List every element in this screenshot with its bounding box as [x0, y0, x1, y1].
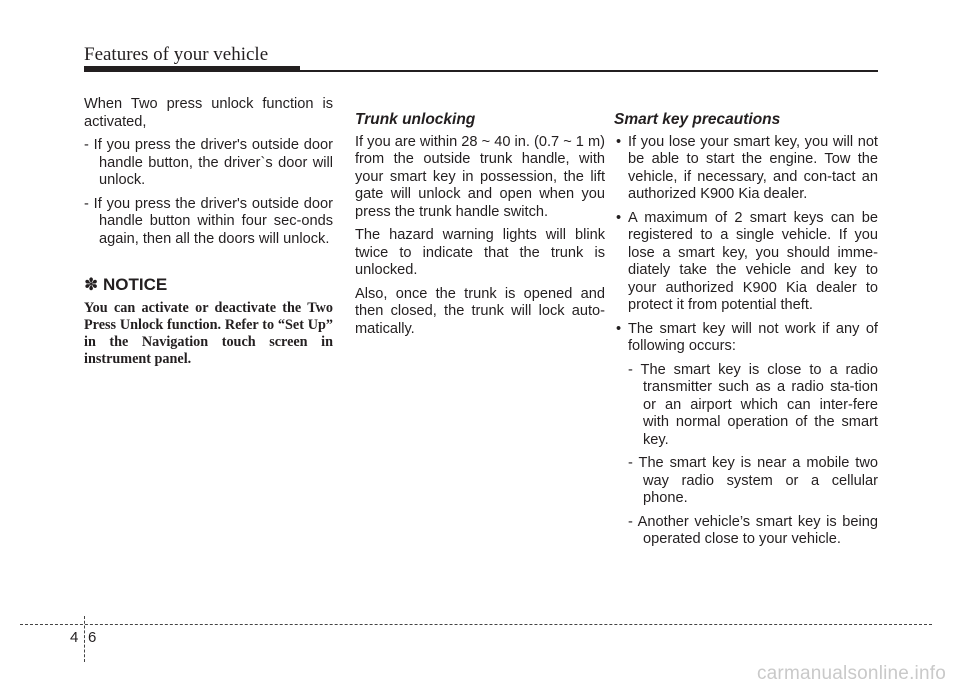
bullet-item: [614, 210, 878, 315]
paragraph: If you are within 28 ~ 40 in. (0.7 ~ 1 m) from the outside trunk handle, with your smart key in possession, the lift gate will unlock and open when you press the trunk handle switch.: [355, 133, 605, 220]
paragraph: Also, once the trunk is opened and then closed, the trunk will lock auto-matically.: [355, 285, 605, 337]
bullet-text: A maximum of 2 smart keys can be registered to a single vehicle. If you lose a smart key, you should imme-diately take the vehicle and key to your authorized K900 Kia dealer to protect it from potential theft.: [628, 209, 878, 313]
bullet-text: If you lose your smart key, you will not be able to start the engine. Tow the vehicle, if necessary, and con-tact an authorized K900 Kia dealer.: [628, 133, 878, 202]
bullet-icon: •: [616, 133, 622, 150]
sub-list-item: - The smart key is near a mobile two way radio system or a cellular phone.: [628, 455, 878, 506]
sub-list-item: - Another vehicle’s smart key is being operated close to your vehicle.: [628, 513, 878, 547]
chapter-number: 4: [70, 629, 79, 646]
notice-symbol-icon: ✽: [84, 275, 99, 294]
page-number: 6: [88, 629, 97, 646]
section-title-trunk-unlocking: Trunk unlocking: [355, 111, 476, 128]
notice-body: You can activate or deactivate the Two Press Unlock function. Refer to “Set Up” in the Navigation touch screen in instrument panel.: [84, 299, 333, 367]
bullet-icon: •: [616, 209, 622, 226]
list-item: - If you press the driver's outside door handle button, the driver`s door will unlock.: [84, 137, 333, 188]
column-two-press-unlock: [84, 96, 333, 368]
column-trunk-unlocking: [355, 111, 605, 344]
footer-dashed-rule: [20, 624, 932, 625]
sub-list-item: - The smart key is close to a radio transmitter such as a radio sta-tion or an airport which can inter-fere with normal operation of the smart key.: [628, 361, 878, 448]
page-header-title: Features of your vehicle: [84, 44, 269, 65]
intro-text: When Two press unlock function is activated,: [84, 96, 333, 130]
header-rule-thick: [84, 66, 300, 72]
section-title-smart-key-precautions: Smart key precautions: [614, 111, 781, 128]
paragraph: The hazard warning lights will blink twice to indicate that the trunk is unlocked.: [355, 227, 605, 278]
watermark-text: carmanualsonline.info: [756, 663, 946, 684]
notice-heading: [84, 276, 333, 294]
list-item: - If you press the driver's outside door handle button within four sec-onds again, then all the doors will unlock.: [84, 195, 333, 247]
bullet-icon: •: [616, 320, 622, 337]
bullet-item: [614, 134, 878, 204]
footer-page-divider: [84, 616, 85, 662]
bullet-text: The smart key will not work if any of following occurs:: [628, 320, 878, 354]
bullet-item: [614, 321, 878, 356]
header-rule-thin: [300, 70, 878, 72]
column-smart-key-precautions: [614, 111, 878, 555]
notice-title: NOTICE: [102, 275, 168, 294]
